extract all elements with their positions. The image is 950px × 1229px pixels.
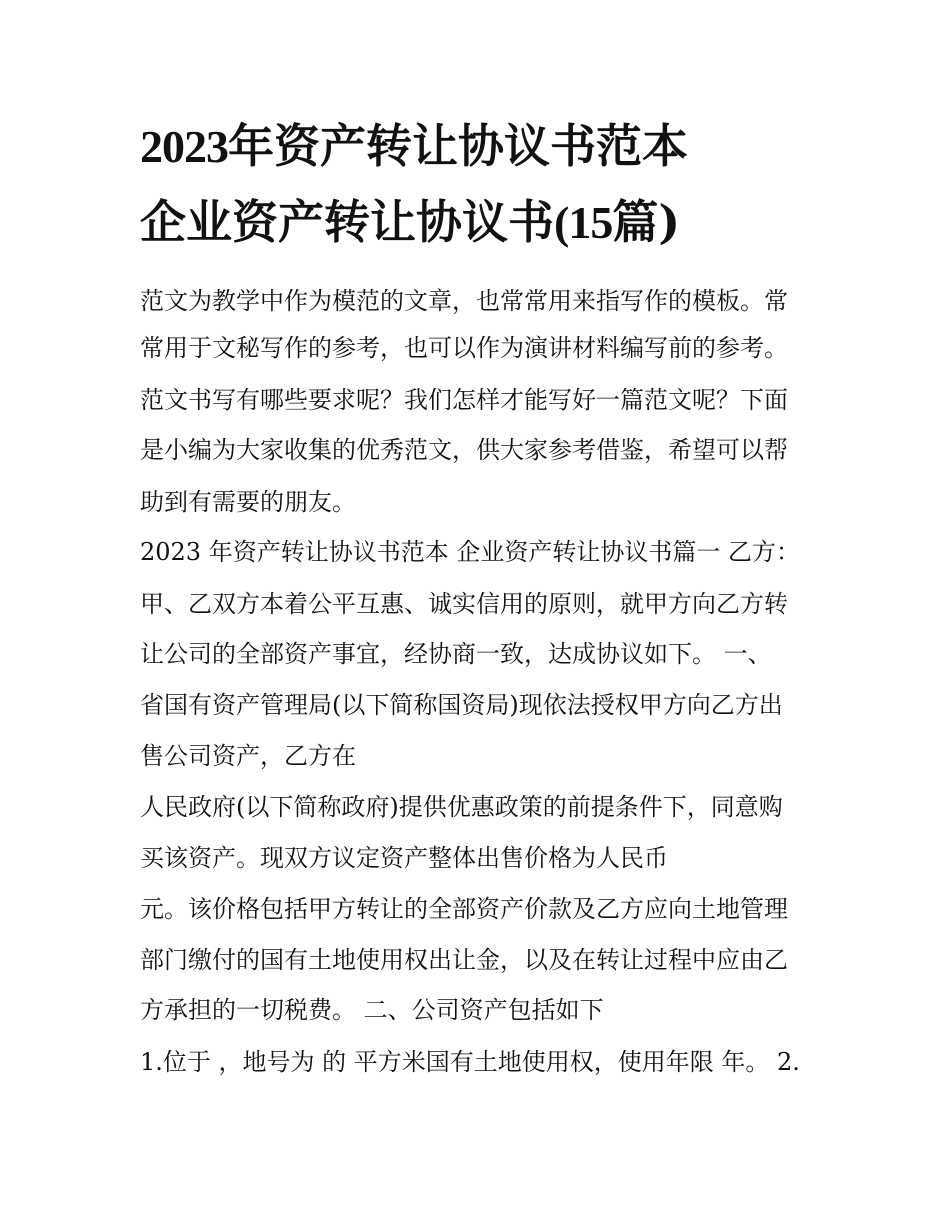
body-line: 省国有资产管理局(以下简称国资局)现依法授权甲方向乙方出 [140, 691, 783, 719]
body-line: 范文书写有哪些要求呢？我们怎样才能写好一篇范文呢？下面 [140, 386, 788, 414]
title-line-2-suffix: 篇) [612, 195, 681, 249]
title-line-1-text: 年资产转让协议书范本 [228, 119, 688, 173]
body-line: 范文为教学中作为模范的文章，也常常用来指写作的模板。常 [140, 287, 788, 315]
title-year: 2023 [140, 121, 228, 172]
body-line: 甲、乙双方本着公平互惠、诚实信用的原则，就甲方向乙方转 [140, 590, 788, 618]
body-line: 是小编为大家收集的优秀范文，供大家参考借鉴，希望可以帮 [140, 436, 788, 464]
body-line: 常用于文秘写作的参考，也可以作为演讲材料编写前的参考。 [140, 334, 788, 362]
body-line: 部门缴付的国有土地使用权出让金，以及在转让过程中应由乙 [140, 946, 788, 974]
body-line: 方承担的一切税费。 二、公司资产包括如下 [140, 996, 604, 1024]
body-line: 买该资产。现双方议定资产整体出售价格为人民币 [140, 844, 668, 872]
body-line: 助到有需要的朋友。 [140, 488, 356, 516]
title-line-2-text: 企业资产转让协议书 [140, 195, 554, 249]
body-line: 1.位于 ，地号为 的 平方米国有土地使用权，使用年限 年。 2. [140, 1048, 800, 1076]
body-line: 让公司的全部资产事宜，经协商一致，达成协议如下。 一、 [140, 640, 772, 668]
document-title-line-1 [140, 116, 820, 177]
body-line: 售公司资产，乙方在 [140, 742, 356, 770]
title-count: (15 [554, 197, 613, 248]
body-line: 2023 年资产转让协议书范本 企业资产转让协议书篇一 乙方： [140, 538, 800, 566]
body-line: 人民政府(以下简称政府)提供优惠政策的前提条件下，同意购 [140, 793, 783, 821]
body-line: 元。该价格包括甲方转让的全部资产价款及乙方应向土地管理 [140, 895, 788, 923]
document-title-line-2 [140, 192, 820, 253]
